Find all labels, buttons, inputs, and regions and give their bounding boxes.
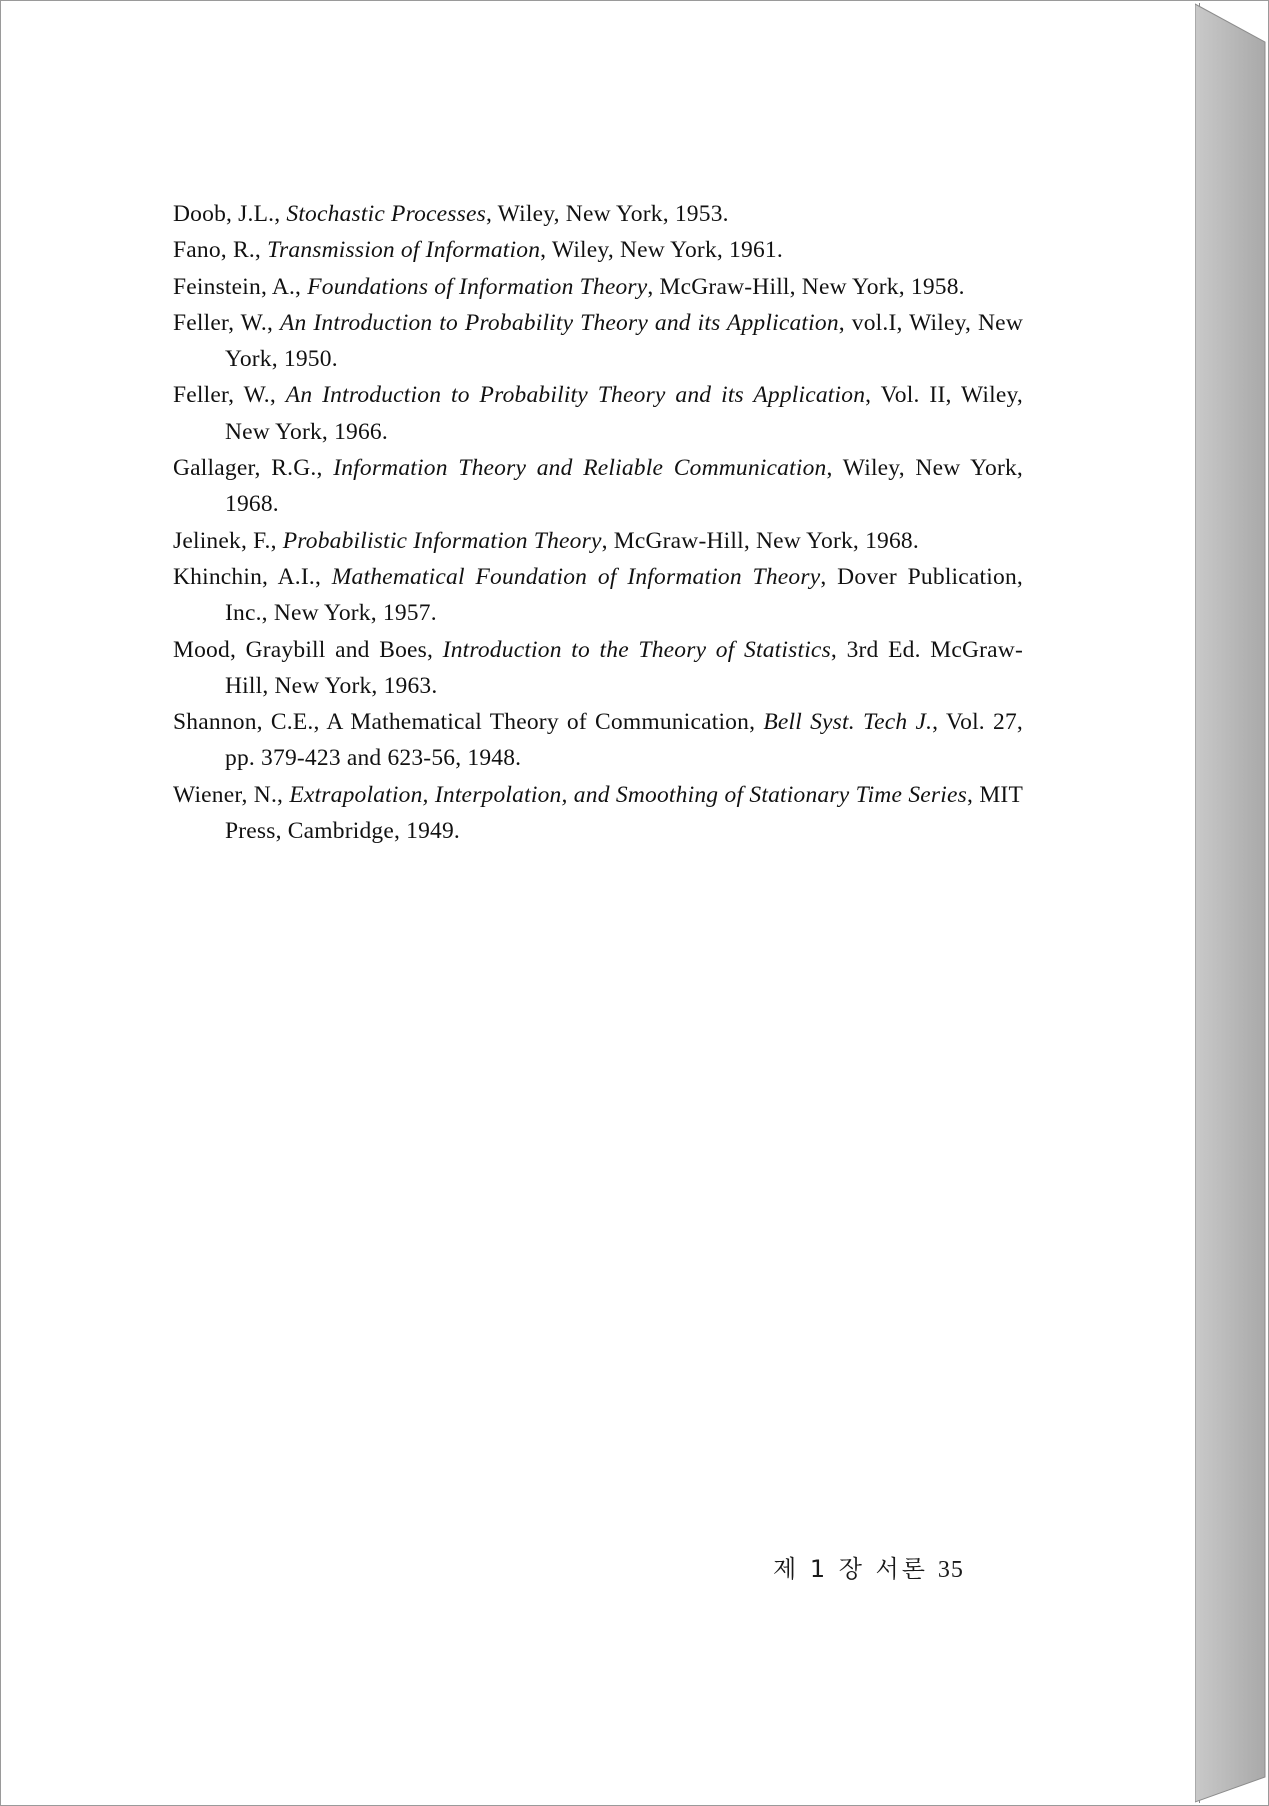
reference-author: Doob, J.L., <box>173 201 287 227</box>
reference-title: Probabilistic Information Theory <box>282 527 602 554</box>
reference-title: Bell Syst. Tech J. <box>763 709 933 736</box>
reference-item <box>173 377 1023 450</box>
reference-item <box>173 559 1023 632</box>
reference-item <box>173 704 1023 777</box>
book-edge-shading <box>1195 2 1267 1804</box>
reference-item <box>173 777 1023 850</box>
reference-publication: , Dover Publication, Inc., New York, 1957. <box>225 563 1023 627</box>
reference-author: Feller, W., <box>173 309 280 336</box>
reference-item <box>173 632 1023 705</box>
reference-title: Introduction to the Theory of Statistics <box>442 636 831 663</box>
reference-item <box>173 305 1023 378</box>
reference-list <box>173 196 1023 849</box>
reference-title: An Introduction to Probability Theory and its Application <box>279 309 839 336</box>
reference-title: Mathematical Foundation of Information Theory <box>331 563 821 590</box>
page-number: 35 <box>937 1557 964 1583</box>
reference-title: Information Theory and Reliable Communication <box>333 455 827 482</box>
reference-title: Extrapolation, Interpolation, and Smoothing of Stationary Time Series <box>289 781 967 808</box>
reference-author: Khinchin, A.I., <box>173 563 332 590</box>
reference-item <box>173 523 1023 559</box>
book-thickness-edge <box>1195 2 1267 1804</box>
reference-item <box>173 232 1023 268</box>
reference-author: Wiener, N., <box>173 781 290 808</box>
reference-publication: , 3rd Ed. McGraw-Hill, New York, 1963. <box>225 636 1024 699</box>
reference-author: Jelinek, F., <box>173 527 283 554</box>
book-page <box>3 3 1200 1803</box>
reference-publication: , Vol. 27, pp. 379-423 and 623-56, 1948. <box>225 709 1023 772</box>
reference-author: Fano, R., <box>173 237 268 264</box>
reference-publication: , McGraw-Hill, New York, 1958. <box>647 273 965 300</box>
reference-item <box>173 196 1023 232</box>
reference-publication: , MIT Press, Cambridge, 1949. <box>225 781 1024 845</box>
reference-item <box>173 450 1023 523</box>
reference-author: Shannon, C.E., A Mathematical Theory of Communication, <box>173 709 764 736</box>
reference-publication: , vol.I, Wiley, New York, 1950. <box>225 309 1023 373</box>
reference-publication: , Wiley, New York, 1961. <box>540 237 783 264</box>
reference-publication: , Vol. II, Wiley, New York, 1966. <box>225 382 1023 445</box>
reference-author: Gallager, R.G., <box>173 455 334 482</box>
reference-author: Feinstein, A., <box>173 273 308 300</box>
reference-title: An Introduction to Probability Theory and its Application <box>285 382 866 409</box>
reference-author: Feller, W., <box>173 382 286 409</box>
reference-author: Mood, Graybill and Boes, <box>173 636 443 663</box>
reference-title: Transmission of Information <box>267 237 541 264</box>
reference-title: Foundations of Information Theory <box>307 273 648 300</box>
reference-title: Stochastic Processes <box>286 201 486 227</box>
reference-item <box>173 269 1023 305</box>
reference-publication: , McGraw-Hill, New York, 1968. <box>601 527 919 554</box>
reference-publication: , Wiley, New York, 1953. <box>485 201 729 227</box>
page-footer <box>773 1549 964 1584</box>
reference-publication: , Wiley, New York, 1968. <box>225 455 1023 518</box>
chapter-label: 제 1 장 서론 <box>773 1555 928 1583</box>
